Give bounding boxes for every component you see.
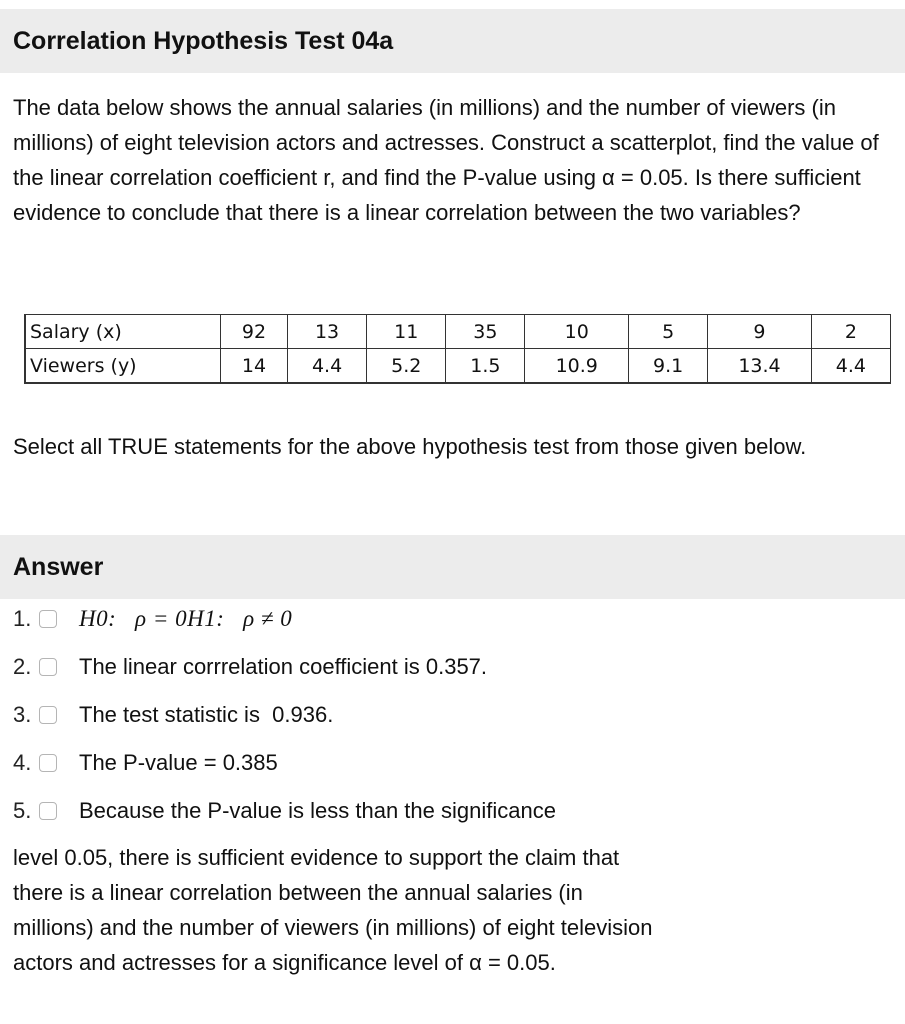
option-5-checkbox[interactable]	[39, 802, 57, 820]
problem-text: The data below shows the annual salaries (in millions) and the number of viewers (in millions) of eight television actors and actresses. Construct a scatterplot, find the value of the linear correlation coefficient r, and find the P-value using α = 0.05. Is there sufficient evidence to conclude that there is a linear correlation between the two variables?	[13, 95, 879, 225]
answer-option-3[interactable]	[13, 700, 333, 730]
h0-math: ρ = 0	[135, 606, 188, 631]
table-cell: 92	[221, 315, 288, 349]
option-number: 1.	[13, 606, 32, 631]
option-2-checkbox[interactable]	[39, 658, 57, 676]
table-cell: 4.4	[287, 349, 366, 384]
table-cell: 5	[629, 315, 708, 349]
option-number: 2.	[13, 654, 32, 679]
h0-label: H0:	[79, 606, 117, 631]
option-3-text: The test statistic is 0.936.	[79, 702, 334, 727]
option-1-checkbox[interactable]	[39, 610, 57, 628]
table-cell: 35	[446, 315, 525, 349]
option-4-text: The P-value = 0.385	[79, 750, 278, 775]
table-cell: 9	[708, 315, 812, 349]
answer-heading: Answer	[0, 535, 905, 599]
option-number: 4.	[13, 750, 32, 775]
answer-option-5[interactable]	[13, 796, 556, 826]
table-cell: 5.2	[367, 349, 446, 384]
answer-option-4[interactable]	[13, 748, 278, 778]
row-label-viewers: Viewers (y)	[25, 349, 221, 384]
data-table	[24, 314, 891, 384]
table-cell: 13	[287, 315, 366, 349]
table-cell: 9.1	[629, 349, 708, 384]
hypothesis-statement	[79, 606, 292, 632]
table-row-salary	[25, 315, 891, 349]
option-5-continuation: level 0.05, there is sufficient evidence to support the claim that there is a linear correlation between the annual salaries (in millions) and the number of viewers (in millions) of eight television actors and actresses for a significance level of α = 0.05.	[13, 845, 653, 975]
answer-option-2[interactable]	[13, 652, 487, 682]
h1-math: ρ ≠ 0	[243, 606, 293, 631]
table-cell: 13.4	[708, 349, 812, 384]
answer-option-1[interactable]	[13, 604, 292, 634]
option-4-checkbox[interactable]	[39, 754, 57, 772]
table-cell: 11	[367, 315, 446, 349]
page-title: Correlation Hypothesis Test 04a	[0, 9, 905, 73]
table-cell: 1.5	[446, 349, 525, 384]
table-cell: 10	[525, 315, 629, 349]
row-label-salary: Salary (x)	[25, 315, 221, 349]
table-row-viewers	[25, 349, 891, 384]
table-cell: 14	[221, 349, 288, 384]
option-number: 3.	[13, 702, 32, 727]
instruction-text: Select all TRUE statements for the above hypothesis test from those given below.	[13, 434, 807, 459]
option-5-text: Because the P-value is less than the significance	[79, 798, 556, 823]
option-number: 5.	[13, 798, 32, 823]
h1-label: H1:	[187, 606, 225, 631]
option-2-text: The linear corrrelation coefficient is 0.357.	[79, 654, 488, 679]
table-cell: 2	[811, 315, 890, 349]
table-cell: 10.9	[525, 349, 629, 384]
option-3-checkbox[interactable]	[39, 706, 57, 724]
table-cell: 4.4	[811, 349, 890, 384]
